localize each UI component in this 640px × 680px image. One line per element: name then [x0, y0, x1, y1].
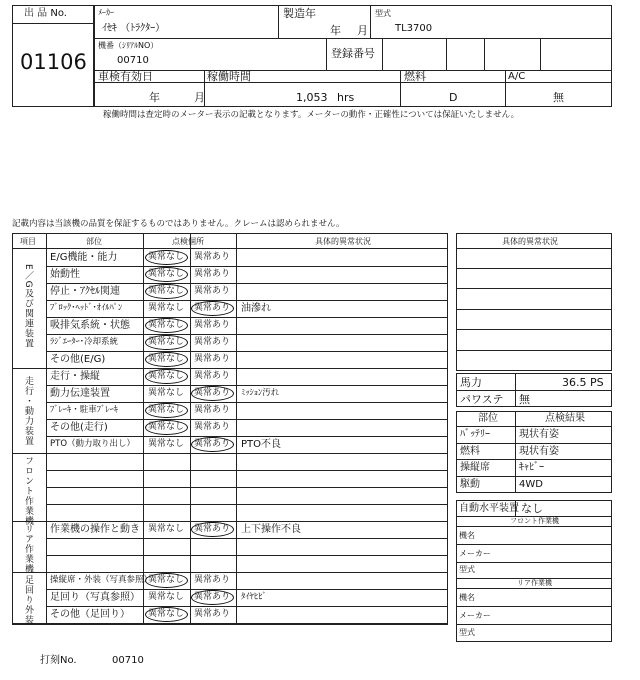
group-label: 足回り外装 [23, 575, 33, 625]
result-value: ｷｬﾋﾞｰ [519, 462, 544, 473]
ok-option: 異常なし [148, 252, 185, 262]
row-part: ﾌﾞﾚｰｷ・駐車ﾌﾞﾚｰｷ [50, 405, 119, 415]
row-detail: 油滲れ [241, 303, 271, 314]
row-part: その他（足回り） [50, 609, 130, 620]
ng-option: 異常あり [194, 388, 231, 398]
hours-label: 稼働時間 [207, 70, 251, 83]
row-divider [46, 436, 448, 437]
row-divider [46, 487, 448, 488]
ng-option: 異常あり [194, 354, 231, 364]
model-value: TL3700 [395, 23, 433, 34]
exhibit-no-label: 出 品 No. [24, 8, 67, 19]
col-check-header: 点検個所 [172, 237, 204, 246]
right-detail-header: 具体的異常状況 [502, 237, 558, 246]
row-part: 操縦席・外装（写真参照） [50, 575, 153, 585]
ok-option: 異常なし [148, 609, 185, 619]
ng-option: 異常あり [194, 575, 231, 585]
ng-circle-mark [191, 437, 234, 452]
month-unit: 月 [357, 24, 368, 37]
model-label: 型式 [375, 9, 391, 18]
ok-option: 異常なし [148, 371, 185, 381]
ok-option: 異常なし [148, 388, 185, 398]
row-divider [46, 504, 448, 505]
ok-circle-mark [145, 369, 188, 384]
exhibit-no: 01106 [20, 50, 87, 74]
ng-option: 異常あり [194, 286, 231, 296]
rear-model-label: 型式 [459, 628, 475, 637]
inspection-year-unit: 年 [149, 91, 160, 104]
ok-option: 異常なし [148, 354, 185, 364]
maker-label: ﾒｰｶｰ [98, 8, 114, 17]
row-divider [46, 589, 448, 590]
ok-option: 異常なし [148, 303, 185, 313]
ok-option: 異常なし [148, 575, 185, 585]
year-unit: 年 [330, 24, 341, 37]
group-label: E／G及び関連装置 [23, 263, 33, 349]
group-label: リア作業機 [23, 524, 33, 574]
front-name-label: 機名 [459, 531, 475, 540]
col-detail-header: 具体的異常状況 [315, 237, 371, 246]
row-detail: PTO不良 [241, 439, 282, 450]
row-detail: ﾐｯｼｮﾝ汚れ [241, 388, 280, 398]
group-divider [12, 521, 448, 522]
row-part: その他(E/G) [50, 354, 106, 365]
group-divider [12, 572, 448, 573]
row-part: 足回り（写真参照） [50, 592, 140, 603]
row-divider [46, 283, 448, 284]
row-part: その他(走行) [50, 422, 108, 433]
ng-circle-mark [191, 301, 234, 316]
ng-option: 異常あり [194, 303, 231, 313]
ng-option: 異常あり [194, 269, 231, 279]
row-part: ﾌﾞﾛｯｸ･ﾍｯﾄﾞ･ｵｲﾙﾊﾟﾝ [50, 303, 123, 313]
front-maker-label: メーカー [459, 549, 491, 558]
group-divider [12, 623, 448, 624]
row-detail: 上下操作不良 [241, 524, 301, 535]
results-result-header: 点検結果 [545, 413, 585, 424]
serial-label: 機番（ｼﾘｱﾙNO） [98, 41, 159, 50]
hp-label: 馬力 [460, 376, 482, 389]
ng-option: 異常あり [194, 252, 231, 262]
ok-circle-mark [145, 318, 188, 333]
ok-option: 異常なし [148, 422, 185, 432]
stamp-value: 00710 [112, 655, 144, 666]
result-label: ﾊﾞｯﾃﾘｰ [460, 429, 490, 440]
results-part-header: 部位 [478, 413, 498, 424]
ng-option: 異常あり [194, 320, 231, 330]
row-divider [46, 606, 448, 607]
result-label: 燃料 [460, 446, 480, 457]
row-divider [46, 266, 448, 267]
row-divider [46, 555, 448, 556]
col-part-header: 部位 [86, 237, 102, 246]
group-label: フロント作業機 [23, 456, 33, 526]
ok-circle-mark [145, 335, 188, 350]
power-steering-value: 無 [519, 393, 530, 406]
ok-option: 異常なし [148, 524, 185, 534]
ng-circle-mark [191, 590, 234, 605]
ok-option: 異常なし [148, 592, 185, 602]
row-divider [46, 402, 448, 403]
ok-option: 異常なし [148, 337, 185, 347]
ng-option: 異常あり [194, 439, 231, 449]
ng-circle-mark [191, 522, 234, 537]
row-divider [46, 538, 448, 539]
row-divider [46, 385, 448, 386]
power-steering-label: パワステ [460, 393, 504, 406]
row-divider [46, 334, 448, 335]
hp-value: 36.5 PS [562, 376, 604, 389]
row-part: 作業機の操作と動き [50, 524, 140, 535]
row-part: 始動性 [50, 269, 80, 280]
front-implement-title: フロント作業機 [510, 517, 559, 525]
group-divider [12, 368, 448, 369]
ng-option: 異常あり [194, 422, 231, 432]
ok-circle-mark [145, 403, 188, 418]
ng-circle-mark [191, 386, 234, 401]
auto-level-value: なし [521, 502, 543, 515]
group-label: 走行・動力装置 [23, 375, 33, 446]
registration-label: 登録番号 [331, 47, 375, 60]
col-item-header: 項目 [20, 237, 36, 246]
serial-value: 00710 [117, 55, 149, 66]
ac-label: A/C [508, 71, 526, 82]
ng-option: 異常あり [194, 592, 231, 602]
ng-option: 異常あり [194, 371, 231, 381]
ok-option: 異常なし [148, 439, 185, 449]
ok-circle-mark [145, 607, 188, 622]
fuel-label: 燃料 [404, 70, 426, 83]
row-divider [46, 300, 448, 301]
row-part: PTO（動力取り出し） [50, 439, 136, 449]
fuel-value: D [449, 91, 458, 104]
front-model-label: 型式 [459, 565, 475, 574]
ok-circle-mark [145, 352, 188, 367]
row-part: 走行・操縦 [50, 371, 100, 382]
result-value: 現状有姿 [519, 446, 559, 457]
ok-option: 異常なし [148, 286, 185, 296]
auto-level-label: 自動水平装置 [459, 503, 519, 514]
result-value: 現状有姿 [519, 429, 559, 440]
hours-unit: hrs [337, 91, 355, 104]
result-value: 4WD [519, 479, 543, 490]
row-divider [46, 419, 448, 420]
ok-option: 異常なし [148, 405, 185, 415]
ok-circle-mark [145, 284, 188, 299]
row-part: E/G機能・能力 [50, 252, 118, 263]
ok-option: 異常なし [148, 320, 185, 330]
row-divider [46, 317, 448, 318]
ng-option: 異常あり [194, 337, 231, 347]
result-label: 操縦席 [460, 462, 490, 473]
ng-option: 異常あり [194, 609, 231, 619]
row-divider [46, 351, 448, 352]
ng-option: 異常あり [194, 524, 231, 534]
maker-value: ｲｾｷ （ﾄﾗｸﾀｰ） [102, 23, 166, 34]
year-label: 製造年 [283, 7, 316, 20]
hours-note: 稼働時間は査定時のメーター表示の記載となります。メーターの動作・正確性については保証いたしません。 [103, 110, 520, 120]
row-part: 停止・ｱｸｾﾙ関連 [50, 286, 120, 297]
rear-implement-title: リア作業機 [517, 579, 552, 587]
hours-value: 1,053 [296, 91, 328, 104]
disclaimer: 記載内容は当該機の品質を保証するものではありません。クレームは認められません。 [12, 219, 345, 229]
rear-maker-label: メーカー [459, 611, 491, 620]
ok-option: 異常なし [148, 269, 185, 279]
inspection-month-unit: 月 [194, 91, 205, 104]
row-divider [46, 470, 448, 471]
row-part: 動力伝達装置 [50, 388, 110, 399]
ok-circle-mark [145, 573, 188, 588]
row-part: 吸排気系統・状態 [50, 320, 130, 331]
ng-option: 異常あり [194, 405, 231, 415]
rear-name-label: 機名 [459, 593, 475, 602]
ok-circle-mark [145, 420, 188, 435]
group-divider [12, 453, 448, 454]
row-part: ﾗｼﾞｴｰﾀｰ･冷却系統 [50, 337, 119, 347]
inspection-label: 車検有効日 [98, 70, 153, 83]
ac-value: 無 [553, 91, 564, 104]
row-detail: ﾀｲﾔﾋﾋﾞ [241, 592, 267, 602]
ok-circle-mark [145, 267, 188, 282]
result-label: 駆動 [460, 479, 480, 490]
stamp-label: 打刻No. [40, 655, 77, 666]
ok-circle-mark [145, 250, 188, 265]
